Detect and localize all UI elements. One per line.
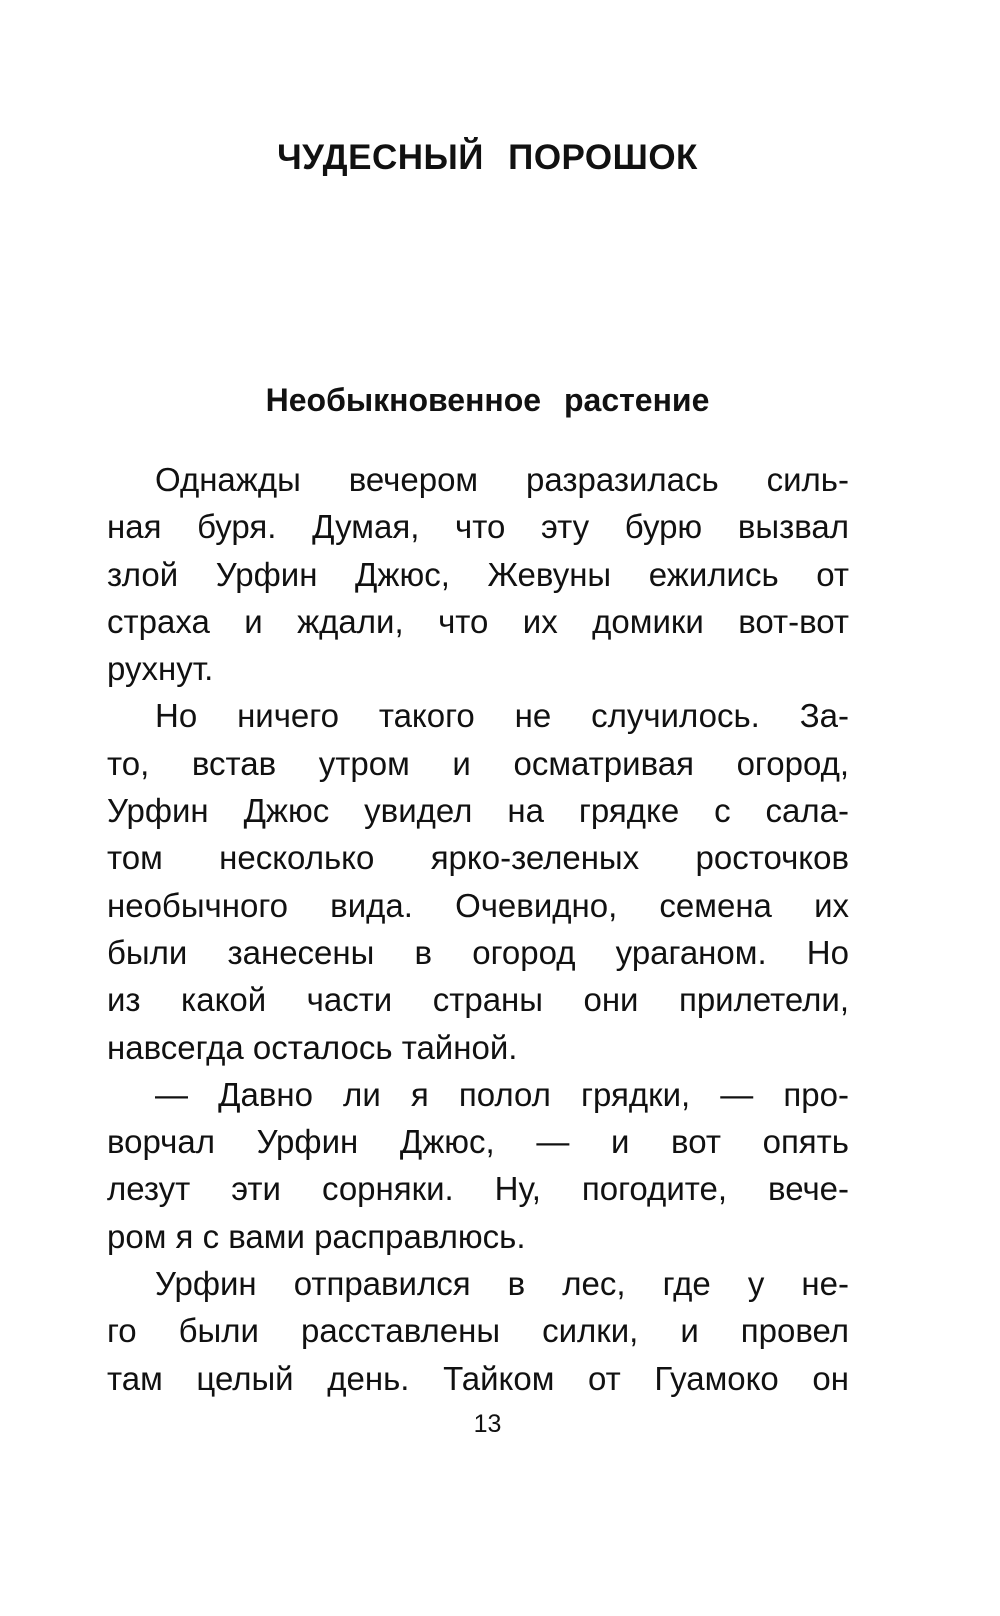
text-line: лезут эти сорняки. Ну, погодите, вече- (107, 1170, 849, 1208)
section-title: Необыкновенное растение (265, 382, 710, 418)
text-line: Однажды вечером разразилась силь- (155, 461, 849, 498)
text-line: ворчал Урфин Джюс, — и вот опять (107, 1123, 849, 1161)
page-number: 13 (473, 1410, 502, 1438)
text-line: — Давно ли я полол грядки, — про- (155, 1075, 849, 1113)
text-line: страха и ждали, что их домики вот-вот (107, 602, 849, 640)
text-line: Урфин отправился в лес, где у не- (155, 1265, 849, 1303)
text-line: там целый день. Тайком от Гуамоко он (107, 1359, 849, 1397)
text-line: навсегда осталось тайной. (107, 1028, 518, 1066)
text-line: том несколько ярко-зеленых росточков (107, 839, 849, 877)
text-line: го были расставлены силки, и провел (107, 1312, 849, 1350)
text-line: из какой части страны они прилетели, (107, 981, 849, 1019)
text-line: Но ничего такого не случилось. За- (155, 697, 849, 735)
text-line: ная буря. Думая, что эту бурю вызвал (107, 508, 849, 546)
text-line: были занесены в огород ураганом. Но (107, 933, 849, 971)
body-text (107, 456, 849, 1402)
text-line: ром я с вами расправлюсь. (107, 1217, 526, 1255)
chapter-title: ЧУДЕСНЫЙ ПОРОШОК (277, 138, 698, 177)
text-line: рухнут. (107, 650, 214, 688)
text-line: необычного вида. Очевидно, семена их (107, 886, 849, 924)
text-line: Урфин Джюс увидел на грядке с сала- (107, 792, 849, 830)
text-line: то, встав утром и осматривая огород, (107, 744, 849, 782)
text-line: злой Урфин Джюс, Жевуны ежились от (107, 555, 849, 593)
